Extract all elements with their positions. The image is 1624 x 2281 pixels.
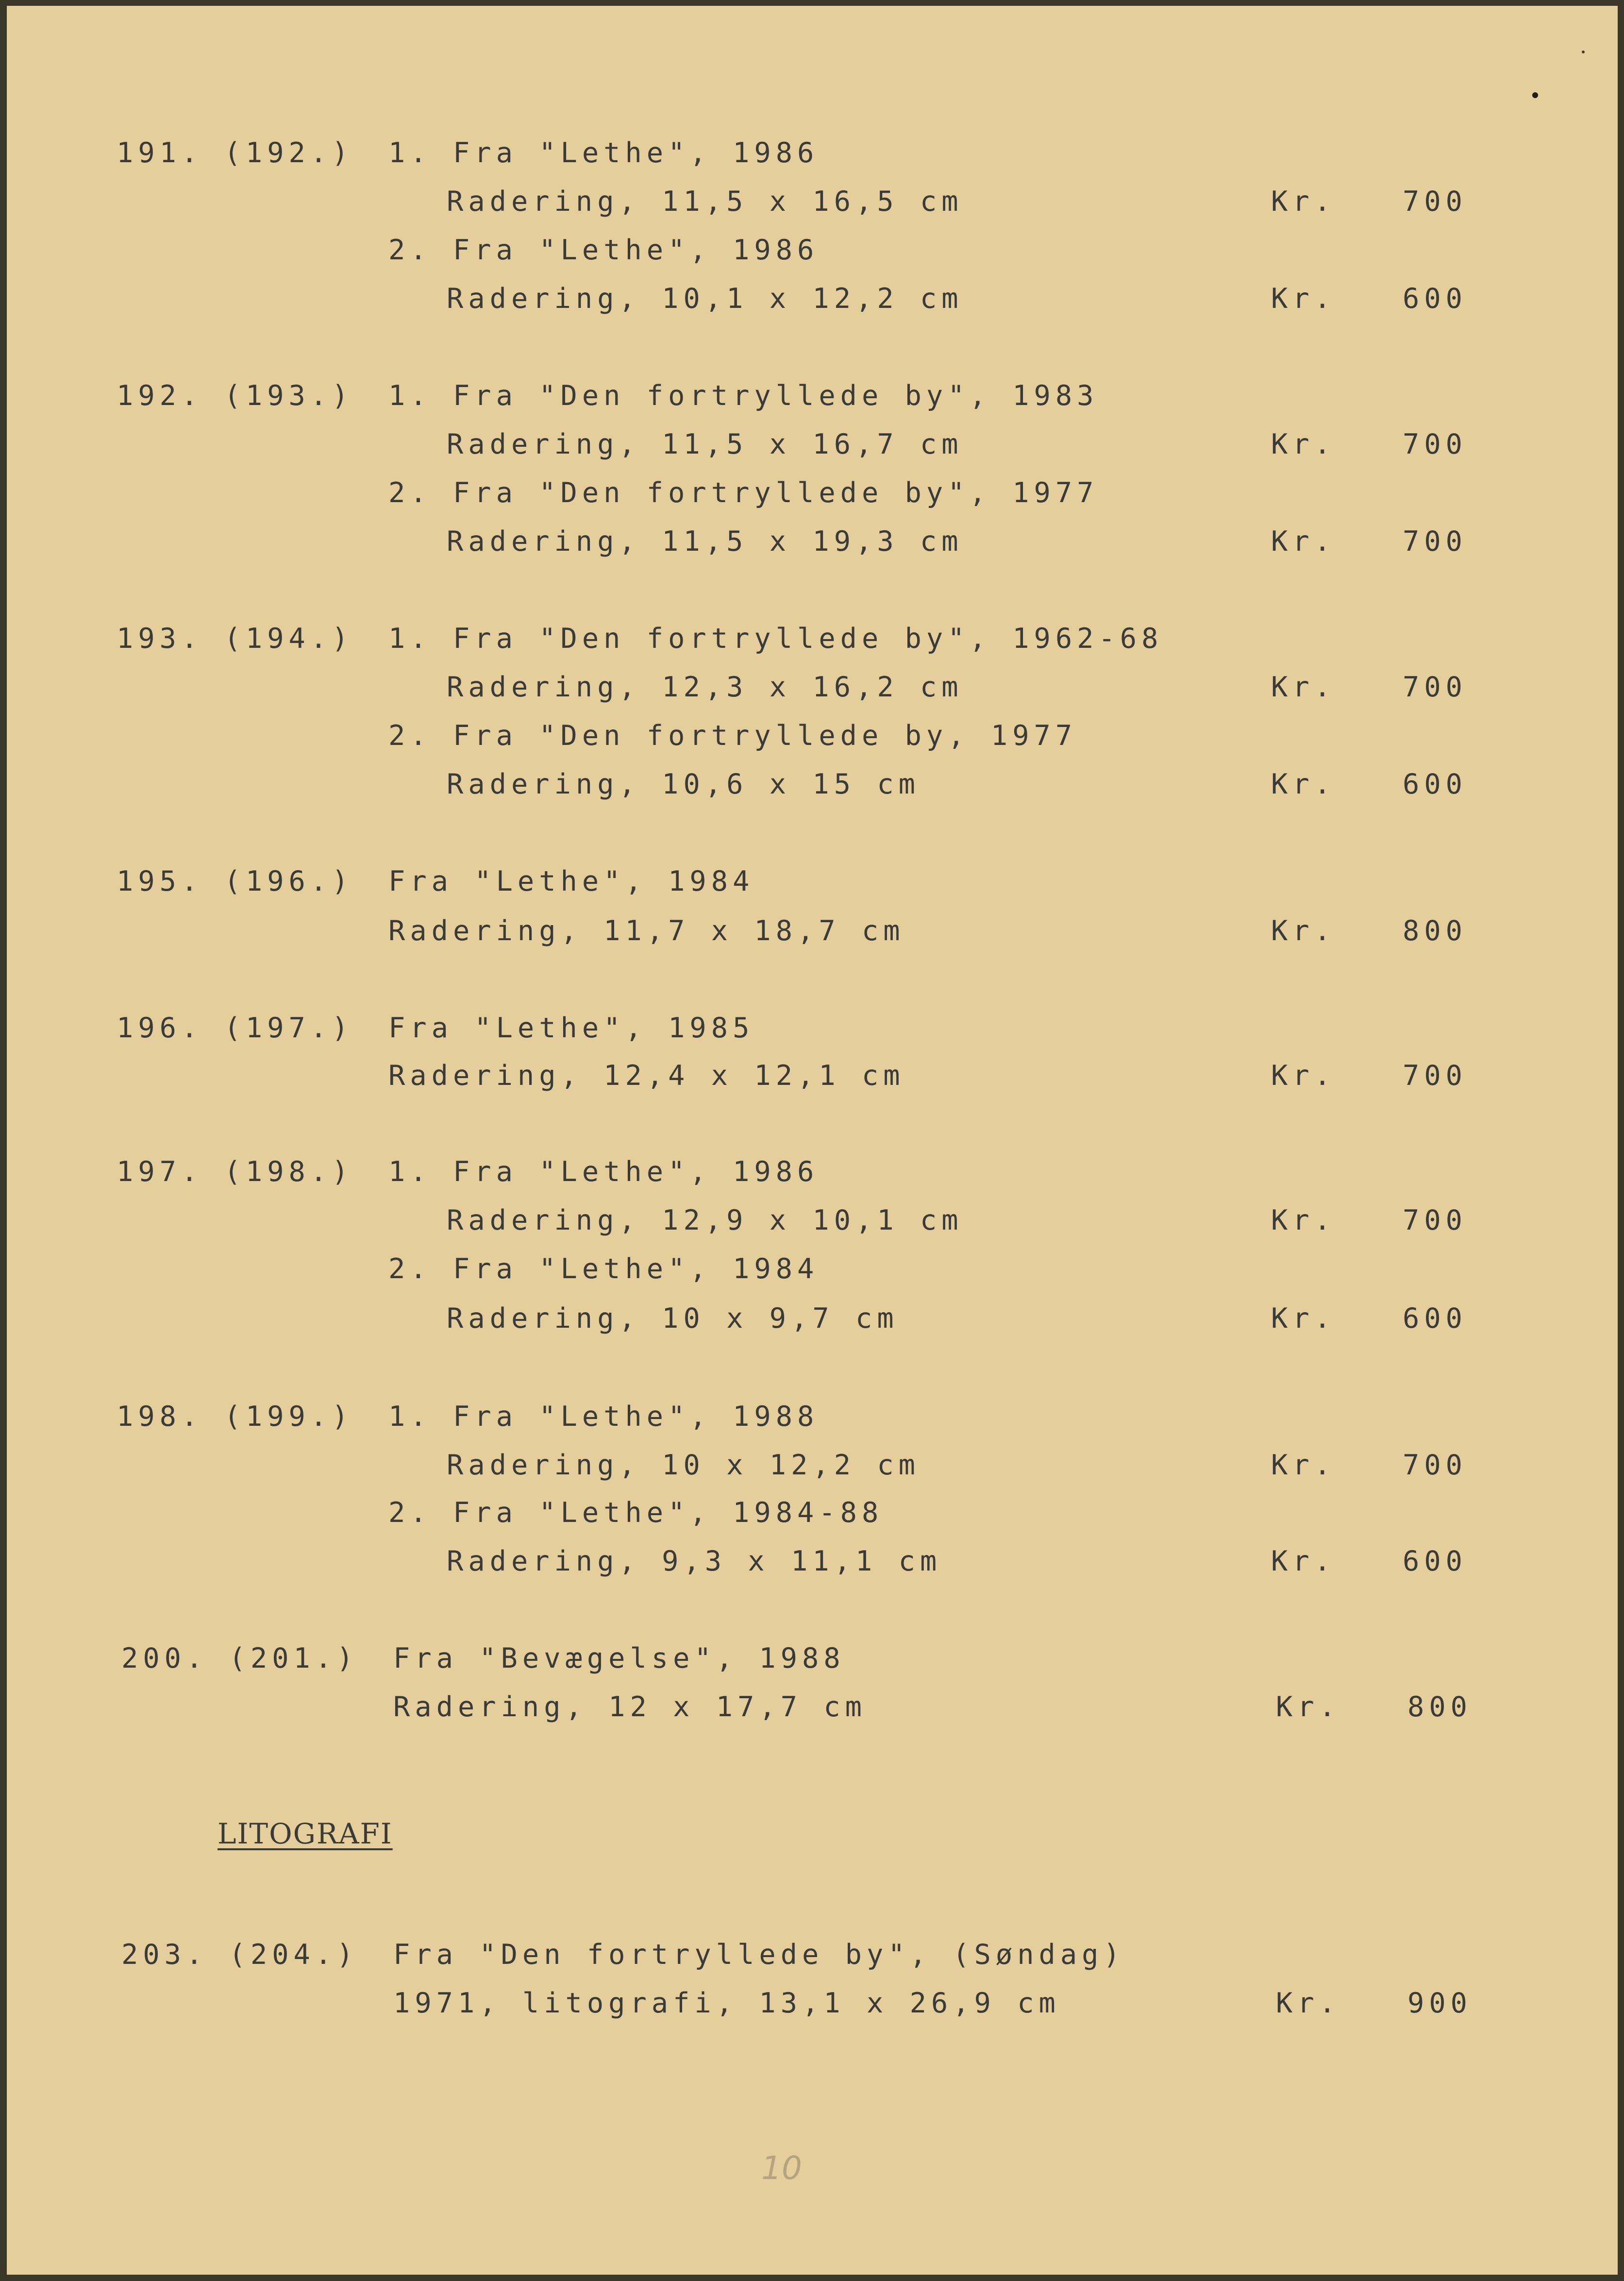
entry-196-details: Radering, 12,4 x 12,1 cm <box>388 1060 905 1092</box>
price: 700 <box>1403 525 1467 558</box>
currency-label: Kr. <box>1271 428 1336 460</box>
entry-197-item-1-title: 1. Fra "Lethe", 1986 <box>388 1156 819 1188</box>
price: 800 <box>1403 915 1467 947</box>
currency-label: Kr. <box>1271 525 1336 558</box>
paper-speck <box>1532 92 1538 98</box>
currency-label: Kr. <box>1271 1060 1336 1092</box>
entry-195-details: Radering, 11,7 x 18,7 cm <box>388 915 905 947</box>
entry-203-number: 203. (204.) <box>121 1939 358 1971</box>
price: 700 <box>1403 671 1467 703</box>
entry-193-number: 193. (194.) <box>117 623 353 655</box>
entry-193-item-2-details: Radering, 10,6 x 15 cm <box>447 768 920 800</box>
price: 800 <box>1407 1691 1472 1723</box>
entry-192-item-2-title: 2. Fra "Den fortryllede by", 1977 <box>388 477 1099 509</box>
entry-200-number: 200. (201.) <box>121 1642 358 1674</box>
price: 900 <box>1407 1987 1472 2019</box>
entry-203-title: Fra "Den fortryllede by", (Søndag) <box>393 1939 1125 1971</box>
entry-198-item-2-details: Radering, 9,3 x 11,1 cm <box>447 1545 942 1577</box>
currency-label: Kr. <box>1271 1204 1336 1236</box>
price: 700 <box>1403 1449 1467 1481</box>
paper-speck <box>1582 51 1585 53</box>
entry-193-item-2-title: 2. Fra "Den fortryllede by, 1977 <box>388 720 1077 752</box>
entry-191-item-2-details: Radering, 10,1 x 12,2 cm <box>447 283 963 315</box>
price: 600 <box>1403 283 1467 315</box>
entry-193-item-1-title: 1. Fra "Den fortryllede by", 1962-68 <box>388 623 1163 655</box>
currency-label: Kr. <box>1276 1691 1340 1723</box>
price: 700 <box>1403 1060 1467 1092</box>
entry-195-number: 195. (196.) <box>117 865 353 897</box>
entry-191-item-1-title: 1. Fra "Lethe", 1986 <box>388 137 819 169</box>
currency-label: Kr. <box>1271 915 1336 947</box>
document-page <box>7 6 1618 2275</box>
entry-197-number: 197. (198.) <box>117 1156 353 1188</box>
entry-203-details: 1971, litografi, 13,1 x 26,9 cm <box>393 1987 1060 2019</box>
currency-label: Kr. <box>1271 186 1336 218</box>
price: 600 <box>1403 1302 1467 1335</box>
currency-label: Kr. <box>1271 1302 1336 1335</box>
entry-200-title: Fra "Bevægelse", 1988 <box>393 1642 845 1674</box>
entry-192-number: 192. (193.) <box>117 380 353 412</box>
entry-198-item-2-title: 2. Fra "Lethe", 1984-88 <box>388 1497 884 1529</box>
entry-198-number: 198. (199.) <box>117 1401 353 1433</box>
entry-197-item-1-details: Radering, 12,9 x 10,1 cm <box>447 1204 963 1236</box>
entry-197-item-2-details: Radering, 10 x 9,7 cm <box>447 1302 899 1335</box>
section-heading: LITOGRAFI <box>218 1817 393 1850</box>
currency-label: Kr. <box>1271 1449 1336 1481</box>
entry-195-title: Fra "Lethe", 1984 <box>388 865 754 897</box>
entry-192-item-1-details: Radering, 11,5 x 16,7 cm <box>447 428 963 460</box>
entry-191-number: 191. (192.) <box>117 137 353 169</box>
page-number: 10 <box>761 2149 802 2187</box>
entry-196-title: Fra "Lethe", 1985 <box>388 1012 754 1044</box>
entry-200-details: Radering, 12 x 17,7 cm <box>393 1691 867 1723</box>
entry-192-item-2-details: Radering, 11,5 x 19,3 cm <box>447 525 963 558</box>
currency-label: Kr. <box>1276 1987 1340 2019</box>
price: 600 <box>1403 768 1467 800</box>
price: 600 <box>1403 1545 1467 1577</box>
currency-label: Kr. <box>1271 283 1336 315</box>
entry-198-item-1-details: Radering, 10 x 12,2 cm <box>447 1449 920 1481</box>
price: 700 <box>1403 1204 1467 1236</box>
entry-196-number: 196. (197.) <box>117 1012 353 1044</box>
entry-198-item-1-title: 1. Fra "Lethe", 1988 <box>388 1401 819 1433</box>
currency-label: Kr. <box>1271 1545 1336 1577</box>
entry-197-item-2-title: 2. Fra "Lethe", 1984 <box>388 1253 819 1285</box>
currency-label: Kr. <box>1271 768 1336 800</box>
price: 700 <box>1403 186 1467 218</box>
entry-191-item-1-details: Radering, 11,5 x 16,5 cm <box>447 186 963 218</box>
currency-label: Kr. <box>1271 671 1336 703</box>
price: 700 <box>1403 428 1467 460</box>
entry-192-item-1-title: 1. Fra "Den fortryllede by", 1983 <box>388 380 1099 412</box>
entry-191-item-2-title: 2. Fra "Lethe", 1986 <box>388 234 819 266</box>
entry-193-item-1-details: Radering, 12,3 x 16,2 cm <box>447 671 963 703</box>
